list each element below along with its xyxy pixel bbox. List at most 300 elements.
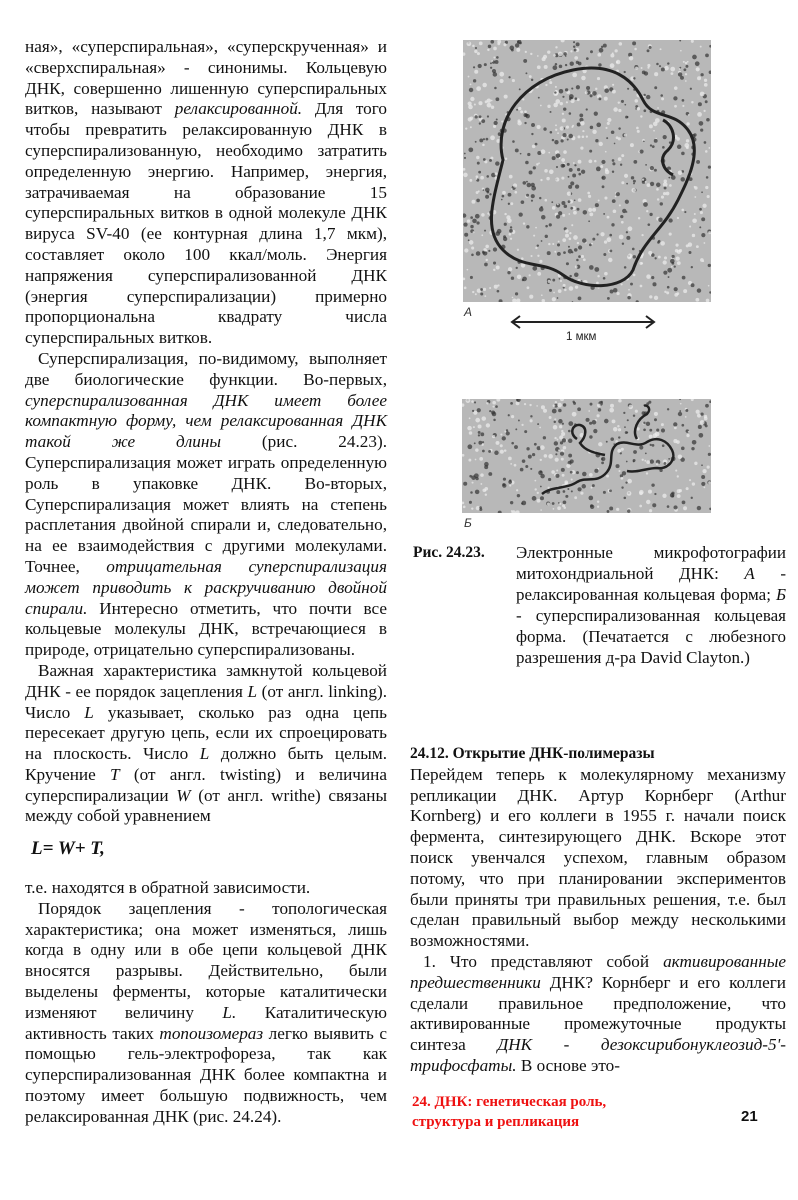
grain-dot bbox=[686, 434, 689, 437]
grain-dot bbox=[484, 263, 488, 267]
grain-dot bbox=[624, 266, 627, 269]
grain-dot bbox=[535, 143, 538, 146]
grain-dot bbox=[612, 420, 616, 424]
grain-dot bbox=[683, 506, 687, 510]
grain-dot bbox=[516, 109, 518, 111]
grain-dot bbox=[471, 475, 476, 480]
grain-dot bbox=[619, 204, 621, 206]
grain-dot bbox=[486, 423, 490, 427]
micrograph-a-relaxed-dna bbox=[463, 40, 711, 302]
grain-dot bbox=[624, 426, 626, 428]
grain-dot bbox=[647, 67, 649, 69]
grain-dot bbox=[462, 454, 464, 457]
grain-dot bbox=[683, 289, 687, 293]
grain-dot bbox=[509, 484, 511, 486]
grain-dot bbox=[691, 283, 695, 287]
grain-dot bbox=[555, 86, 557, 88]
grain-dot bbox=[655, 257, 657, 259]
grain-dot bbox=[654, 169, 657, 172]
grain-dot bbox=[661, 97, 664, 100]
grain-dot bbox=[577, 168, 580, 171]
grain-dot bbox=[523, 222, 525, 224]
grain-dot bbox=[541, 405, 545, 409]
grain-dot bbox=[538, 97, 540, 99]
grain-dot bbox=[633, 77, 635, 79]
grain-dot bbox=[658, 256, 661, 259]
grain-dot bbox=[463, 52, 465, 55]
grain-dot bbox=[548, 243, 550, 245]
grain-dot bbox=[694, 213, 696, 215]
grain-dot bbox=[557, 252, 561, 256]
grain-dot bbox=[599, 48, 604, 53]
text-run: Электронные микрофотографии митохондриальной ДНК: bbox=[516, 543, 786, 583]
grain-dot bbox=[702, 260, 704, 262]
grain-dot bbox=[560, 452, 564, 456]
grain-dot bbox=[483, 288, 486, 291]
grain-dot bbox=[529, 274, 531, 276]
grain-dot bbox=[556, 469, 558, 471]
grain-dot bbox=[549, 81, 552, 84]
grain-dot bbox=[481, 213, 485, 217]
grain-dot bbox=[508, 267, 512, 271]
grain-dot bbox=[604, 240, 607, 243]
grain-dot bbox=[590, 126, 593, 129]
grain-dot bbox=[555, 46, 557, 48]
grain-dot bbox=[677, 489, 681, 493]
grain-dot bbox=[696, 410, 700, 414]
micrograph-b-image bbox=[462, 399, 711, 513]
text-run: Перейдем теперь к молекулярному механизму репликации ДНК. Артур Корнберг (Arthur Kornberg) и его коллеги в 1955 г. начали поиск фермента, синтезирующего ДНК. Вскоре этот поиск увенчался успехом, главным образом потому, что при планировании экспериментов были приняты три правильных решения, т.е. был сделан правильный выбор между несколькими возможностями. bbox=[410, 764, 786, 951]
grain-dot bbox=[555, 453, 557, 455]
grain-dot bbox=[612, 84, 614, 86]
grain-dot bbox=[521, 200, 525, 204]
grain-dot bbox=[656, 429, 659, 432]
grain-dot bbox=[701, 233, 705, 237]
grain-dot bbox=[509, 175, 513, 179]
grain-dot bbox=[637, 107, 640, 110]
paragraph bbox=[410, 765, 786, 952]
grain-dot bbox=[619, 42, 623, 46]
grain-dot bbox=[632, 248, 635, 251]
grain-dot bbox=[574, 248, 578, 252]
grain-dot bbox=[487, 49, 489, 51]
grain-dot bbox=[625, 200, 629, 204]
grain-dot bbox=[594, 112, 598, 116]
grain-dot bbox=[645, 164, 647, 166]
figure-label-b: Б bbox=[464, 516, 472, 530]
grain-dot bbox=[651, 483, 654, 486]
grain-dot bbox=[607, 118, 611, 122]
grain-dot bbox=[479, 457, 483, 461]
grain-dot bbox=[677, 217, 679, 219]
grain-dot bbox=[545, 84, 547, 86]
grain-dot bbox=[559, 425, 562, 428]
grain-dot bbox=[691, 447, 694, 450]
text-run: Интересно отметить, что почти все кольцевые молекулы ДНК, встречающиеся в природе, отрицательно суперспирализованы. bbox=[25, 598, 387, 660]
grain-dot bbox=[560, 139, 563, 142]
grain-dot bbox=[691, 40, 694, 43]
grain-dot bbox=[607, 216, 610, 219]
grain-dot bbox=[624, 174, 628, 178]
grain-dot bbox=[525, 51, 527, 53]
grain-dot bbox=[470, 491, 473, 494]
grain-dot bbox=[604, 419, 609, 424]
grain-dot bbox=[537, 244, 539, 246]
grain-dot bbox=[700, 420, 705, 425]
grain-dot bbox=[613, 427, 618, 432]
grain-dot bbox=[565, 88, 568, 91]
grain-dot bbox=[592, 208, 596, 212]
grain-dot bbox=[626, 231, 628, 233]
grain-dot bbox=[544, 199, 547, 202]
grain-dot bbox=[475, 418, 480, 423]
grain-dot bbox=[517, 121, 521, 125]
grain-dot bbox=[516, 489, 518, 491]
grain-dot bbox=[689, 479, 691, 481]
grain-dot bbox=[555, 458, 559, 462]
grain-dot bbox=[571, 490, 573, 492]
grain-dot bbox=[486, 259, 488, 261]
grain-dot bbox=[674, 287, 678, 291]
grain-dot bbox=[674, 105, 677, 108]
grain-dot bbox=[588, 195, 591, 198]
grain-dot bbox=[489, 410, 491, 412]
grain-dot bbox=[636, 127, 639, 130]
grain-dot bbox=[549, 416, 552, 419]
grain-dot bbox=[515, 428, 517, 430]
grain-dot bbox=[600, 232, 604, 236]
grain-dot bbox=[681, 424, 684, 427]
grain-dot bbox=[495, 405, 498, 408]
grain-dot bbox=[650, 144, 652, 146]
grain-dot bbox=[514, 445, 518, 449]
grain-dot bbox=[683, 68, 686, 71]
grain-dot bbox=[640, 149, 644, 153]
grain-dot bbox=[649, 429, 652, 432]
grain-dot bbox=[676, 440, 680, 444]
grain-dot bbox=[536, 405, 538, 407]
section-heading: 24.12. Открытие ДНК-полимеразы bbox=[410, 745, 655, 762]
grain-dot bbox=[621, 486, 623, 488]
grain-dot bbox=[641, 67, 643, 69]
grain-dot bbox=[462, 403, 464, 406]
grain-dot bbox=[621, 181, 624, 184]
grain-dot bbox=[509, 479, 511, 481]
grain-dot bbox=[650, 444, 652, 446]
grain-dot bbox=[492, 412, 497, 417]
grain-dot bbox=[475, 448, 478, 451]
grain-dot bbox=[682, 105, 684, 107]
grain-dot bbox=[648, 251, 652, 255]
grain-dot bbox=[682, 501, 686, 505]
grain-dot bbox=[669, 232, 672, 235]
grain-dot bbox=[697, 414, 701, 418]
grain-dot bbox=[612, 171, 614, 173]
grain-dot bbox=[675, 256, 679, 260]
grain-dot bbox=[638, 217, 640, 219]
grain-dot bbox=[652, 145, 655, 148]
grain-dot bbox=[471, 200, 475, 204]
paragraph bbox=[25, 661, 387, 827]
grain-dot bbox=[512, 299, 516, 302]
grain-dot bbox=[562, 113, 564, 115]
grain-dot bbox=[621, 154, 624, 157]
grain-dot bbox=[618, 157, 622, 161]
grain-dot bbox=[682, 276, 686, 280]
grain-dot bbox=[709, 291, 711, 293]
grain-dot bbox=[678, 170, 683, 175]
grain-dot bbox=[621, 477, 624, 480]
grain-dot bbox=[471, 254, 474, 257]
grain-dot bbox=[537, 255, 539, 257]
grain-dot bbox=[605, 170, 610, 175]
grain-dot bbox=[609, 408, 614, 413]
grain-dot bbox=[568, 176, 570, 178]
grain-dot bbox=[595, 139, 598, 142]
italic-text: отрицательная суперспирализация может приводить к раскручиванию двойной спирали. bbox=[25, 556, 387, 618]
grain-dot bbox=[678, 454, 683, 459]
grain-dot bbox=[557, 297, 559, 299]
grain-dot bbox=[507, 271, 510, 274]
grain-dot bbox=[519, 213, 523, 217]
grain-dot bbox=[521, 257, 524, 260]
grain-dot bbox=[702, 204, 706, 208]
grain-dot bbox=[592, 420, 597, 425]
grain-dot bbox=[485, 493, 487, 495]
grain-dot bbox=[532, 453, 535, 456]
grain-dot bbox=[571, 126, 573, 128]
grain-dot bbox=[553, 103, 558, 108]
grain-dot bbox=[467, 269, 469, 271]
grain-dot bbox=[633, 182, 635, 184]
grain-dot bbox=[564, 204, 568, 208]
grain-dot bbox=[552, 156, 556, 160]
grain-dot bbox=[488, 45, 491, 48]
grain-dot bbox=[689, 226, 691, 228]
grain-dot bbox=[491, 106, 494, 109]
grain-dot bbox=[548, 152, 550, 154]
grain-dot bbox=[570, 181, 574, 185]
grain-dot bbox=[524, 430, 527, 433]
grain-dot bbox=[604, 88, 609, 93]
text-run: ДНК? Корнберг и его коллеги сделали правильное предположение, что активированные промежуточные продукты синтеза bbox=[410, 972, 786, 1055]
grain-dot bbox=[539, 260, 542, 263]
grain-dot bbox=[644, 460, 646, 462]
grain-dot bbox=[542, 299, 545, 302]
grain-dot bbox=[595, 88, 597, 90]
grain-dot bbox=[668, 276, 670, 278]
grain-dot bbox=[560, 126, 564, 130]
grain-dot bbox=[642, 459, 644, 461]
grain-dot bbox=[583, 258, 586, 261]
grain-dot bbox=[570, 471, 573, 474]
grain-dot bbox=[671, 266, 673, 268]
grain-dot bbox=[517, 494, 520, 497]
grain-dot bbox=[618, 470, 620, 472]
grain-dot bbox=[506, 431, 510, 435]
grain-dot bbox=[470, 116, 474, 120]
grain-dot bbox=[646, 460, 650, 464]
text-run: - релаксированная кольцевая форма; bbox=[516, 564, 786, 604]
grain-dot bbox=[597, 414, 600, 417]
grain-dot bbox=[496, 119, 498, 121]
grain-dot bbox=[650, 166, 654, 170]
grain-dot bbox=[553, 404, 556, 407]
grain-dot bbox=[621, 100, 624, 103]
grain-dot bbox=[540, 206, 542, 208]
scale-bar-arrow-icon bbox=[508, 314, 658, 330]
grain-dot bbox=[529, 404, 531, 406]
grain-dot bbox=[479, 122, 481, 124]
grain-dot bbox=[678, 412, 682, 416]
grain-dot bbox=[640, 115, 642, 117]
grain-dot bbox=[618, 109, 621, 112]
grain-dot bbox=[480, 483, 482, 485]
grain-dot bbox=[691, 497, 693, 499]
grain-dot bbox=[511, 188, 513, 190]
grain-dot bbox=[685, 62, 688, 65]
grain-dot bbox=[601, 46, 603, 48]
grain-dot bbox=[565, 495, 568, 498]
grain-dot bbox=[563, 446, 567, 450]
grain-dot bbox=[692, 55, 697, 60]
grain-dot bbox=[686, 122, 689, 125]
grain-dot bbox=[700, 46, 702, 48]
grain-dot bbox=[681, 152, 685, 156]
grain-dot bbox=[649, 213, 652, 216]
grain-dot bbox=[470, 225, 473, 228]
grain-dot bbox=[589, 212, 593, 216]
grain-dot bbox=[536, 125, 540, 129]
grain-dot bbox=[504, 95, 508, 99]
grain-dot bbox=[577, 487, 581, 491]
grain-dot bbox=[476, 251, 481, 256]
grain-dot bbox=[654, 412, 658, 416]
grain-dot bbox=[547, 251, 551, 255]
grain-dot bbox=[599, 142, 603, 146]
grain-dot bbox=[578, 160, 582, 164]
grain-dot bbox=[588, 220, 590, 222]
grain-dot bbox=[562, 96, 564, 98]
grain-dot bbox=[524, 122, 526, 124]
grain-dot bbox=[691, 266, 693, 268]
grain-dot bbox=[654, 86, 657, 89]
grain-dot bbox=[571, 224, 573, 226]
grain-dot bbox=[580, 146, 583, 149]
grain-dot bbox=[604, 97, 608, 101]
grain-dot bbox=[539, 427, 541, 429]
grain-dot bbox=[631, 188, 636, 193]
right-text-column bbox=[410, 742, 786, 1077]
grain-dot bbox=[596, 123, 601, 128]
grain-dot bbox=[552, 243, 554, 245]
grain-dot bbox=[510, 501, 513, 504]
grain-dot bbox=[569, 168, 573, 172]
grain-dot bbox=[606, 475, 609, 478]
grain-dot bbox=[558, 289, 562, 293]
grain-dot bbox=[573, 45, 575, 47]
grain-dot bbox=[468, 239, 470, 241]
grain-dot bbox=[534, 443, 537, 446]
grain-dot bbox=[660, 48, 662, 50]
grain-dot bbox=[553, 292, 555, 294]
grain-dot bbox=[569, 286, 574, 291]
grain-dot bbox=[614, 143, 616, 145]
grain-dot bbox=[482, 189, 484, 191]
italic-text: ДНК - дезоксирибонуклеозид-5'-трифосфаты. bbox=[410, 1035, 786, 1075]
grain-dot bbox=[617, 425, 619, 427]
grain-dot bbox=[694, 186, 697, 189]
grain-dot bbox=[613, 288, 618, 293]
grain-dot bbox=[558, 211, 562, 215]
grain-dot bbox=[603, 277, 606, 280]
grain-dot bbox=[544, 169, 548, 173]
grain-dot bbox=[565, 229, 569, 233]
grain-dot bbox=[654, 493, 656, 495]
grain-dot bbox=[473, 66, 475, 68]
grain-dot bbox=[664, 187, 667, 190]
grain-dot bbox=[563, 287, 565, 289]
grain-dot bbox=[571, 87, 573, 89]
grain-dot bbox=[578, 198, 582, 202]
grain-dot bbox=[708, 285, 710, 287]
grain-dot bbox=[562, 474, 565, 477]
grain-dot bbox=[677, 261, 681, 265]
grain-dot bbox=[704, 141, 707, 144]
grain-dot bbox=[609, 506, 613, 510]
grain-dot bbox=[563, 490, 566, 493]
grain-dot bbox=[705, 186, 708, 189]
grain-dot bbox=[557, 203, 559, 205]
grain-dot bbox=[621, 448, 624, 451]
grain-dot bbox=[651, 276, 654, 279]
grain-dot bbox=[566, 464, 570, 468]
grain-dot bbox=[686, 146, 689, 149]
grain-dot bbox=[494, 451, 498, 455]
text-run: (от англ. writhe) связаны между собой уравнением bbox=[25, 785, 387, 826]
grain-dot bbox=[526, 447, 529, 450]
grain-dot bbox=[697, 112, 702, 117]
grain-dot bbox=[627, 509, 630, 512]
grain-dot bbox=[547, 105, 550, 108]
grain-dot bbox=[531, 79, 533, 81]
grain-dot bbox=[482, 144, 485, 147]
grain-dot bbox=[579, 113, 583, 117]
grain-dot bbox=[543, 436, 546, 439]
grain-dot bbox=[479, 506, 482, 509]
grain-dot bbox=[540, 496, 544, 500]
grain-dot bbox=[482, 450, 485, 453]
grain-dot bbox=[708, 166, 711, 169]
grain-dot bbox=[635, 67, 638, 70]
grain-dot bbox=[590, 505, 594, 509]
grain-dot bbox=[570, 459, 574, 463]
grain-dot bbox=[522, 98, 524, 100]
grain-dot bbox=[537, 65, 541, 69]
grain-dot bbox=[586, 57, 589, 60]
grain-dot bbox=[511, 49, 514, 52]
grain-dot bbox=[675, 470, 677, 472]
grain-dot bbox=[666, 192, 670, 196]
grain-dot bbox=[616, 292, 619, 295]
grain-dot bbox=[556, 215, 560, 219]
grain-dot bbox=[685, 65, 688, 68]
left-text-column bbox=[25, 37, 387, 1128]
grain-dot bbox=[559, 503, 561, 505]
grain-dot bbox=[690, 88, 692, 90]
grain-dot bbox=[597, 77, 600, 80]
grain-dot bbox=[650, 459, 654, 463]
